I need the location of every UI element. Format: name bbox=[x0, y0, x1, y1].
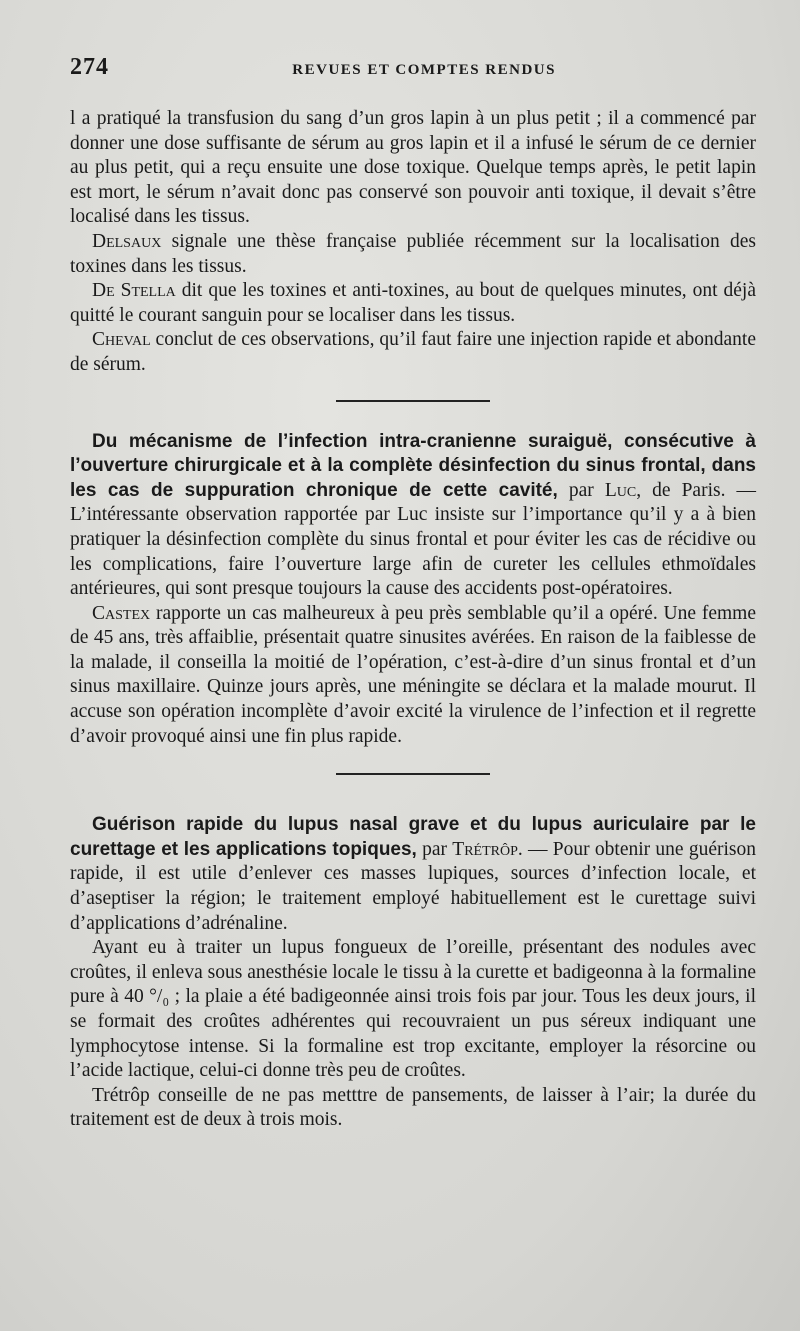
paragraph-text: conclut de ces observations, qu’il faut faire une injection rapide et abondante de sérum. bbox=[70, 329, 756, 375]
author-name: De Stella bbox=[92, 280, 176, 302]
page-number: 274 bbox=[70, 54, 109, 80]
paragraph-text: dit que les toxines et anti-toxines, au bout de quelques minutes, ont déjà quitté le courant sanguin pour se localiser dans les tissus. bbox=[70, 280, 757, 326]
author-name: Luc bbox=[604, 479, 637, 501]
article-lupus-intro bbox=[70, 813, 756, 936]
author-name: Trétrôp bbox=[452, 838, 518, 860]
running-title: REVUES ET COMPTES RENDUS bbox=[292, 62, 556, 78]
author-name: Delsaux bbox=[92, 230, 162, 252]
section-divider bbox=[336, 400, 490, 402]
paragraph-delsaux bbox=[70, 230, 756, 279]
article-title: Du mécanisme de l’infection intra-cranienne suraiguë, consécutive à l’ouverture chirurgicale et à la complète désinfection du sinus frontal, dans les cas de suppuration chronique de cette cavité, bbox=[70, 430, 756, 501]
by-text: par bbox=[557, 479, 605, 501]
paragraph-tretrop-advice: Trétrôp conseille de ne pas metttre de pansements, de laisser à l’air; la durée du traitement est de deux à trois mois. bbox=[70, 1084, 756, 1131]
by-text: par bbox=[416, 838, 453, 860]
paragraph-text: , de Paris. — L’intéressante observation rapportée par Luc insiste sur l’importance qu’il y a à bien pratiquer la désinfection complète du sinus frontal et pour éviter les cas de récidive ou les complications, faire l’ouverture large afin de cureter les cellules ethmoïdales antérieures, qui sont presque toujours la cause des accidents post-opératoires. bbox=[70, 479, 757, 600]
paragraph-cheval bbox=[70, 328, 756, 377]
paragraph-transfusion: l a pratiqué la transfusion du sang d’un gros lapin à un plus petit ; il a commencé par donner une dose suffisante de sérum au gros lapin et il a infusé le sérum de ce dernier au plus petit, qui a reçu ensuite une dose toxique. Quelque temps après, le petit lapin est mort, le sérum n’avait donc pas conservé son pouvoir anti toxique, il devait s’être localisé dans les tissus. bbox=[70, 108, 756, 228]
author-name: Cheval bbox=[92, 329, 151, 351]
paragraph-text: rapporte un cas malheureux à peu près semblable qu’il a opéré. Une femme de 45 ans, très affaiblie, présentait quatre sinusites avérées. En raison de la faiblesse de la malade, il conseilla la moitié de l’opération, c’est-à-dire d’un sinus frontal et d’un sinus maxillaire. Quinze jours après, une méningite se déclara et la malade mourut. Il accuse son opération incomplète d’avoir excité la virulence de l’infection et il regrette d’avoir provoqué ainsi une fin plus rapide. bbox=[70, 602, 756, 747]
article-infection-intro bbox=[70, 430, 756, 602]
article-title: Guérison rapide du lupus nasal grave et du lupus auriculaire par le curettage et les applications topiques, bbox=[70, 814, 756, 860]
paragraph-castex bbox=[70, 602, 756, 750]
section-divider bbox=[336, 773, 490, 775]
author-name: Castex bbox=[92, 602, 151, 624]
paragraph-text: . — Pour obtenir une guérison rapide, il est utile d’enlever ces masses lupiques, sources d’infection locale, et d’aseptiser la région; le traitement employé habituellement est le curettage suivi d’applications d’adrénaline. bbox=[70, 838, 757, 934]
paragraph-text: signale une thèse française publiée récemment sur la localisation des toxines dans les tissus. bbox=[70, 230, 756, 277]
page-body bbox=[70, 107, 756, 1133]
page-header bbox=[70, 54, 746, 81]
paragraph-de-stella bbox=[70, 279, 756, 328]
paragraph-lupus-treatment: Ayant eu à traiter un lupus fongueux de l’oreille, présentant des nodules avec croûtes, il enleva sous anesthésie locale le tissu à la curette et badigeonna à la formaline pure à 40 °/₀ ; la plaie a été badigeonnée ainsi trois fois par jour. Tous les deux jours, il se formait des croûtes adhérentes qui recouvraient un pus séreux indiquant une lymphocytose intense. Si la formaline est trop excitante, employer la résorcine ou l’acide lactique, celui-ci donne très peu de croûtes. bbox=[70, 937, 756, 1082]
